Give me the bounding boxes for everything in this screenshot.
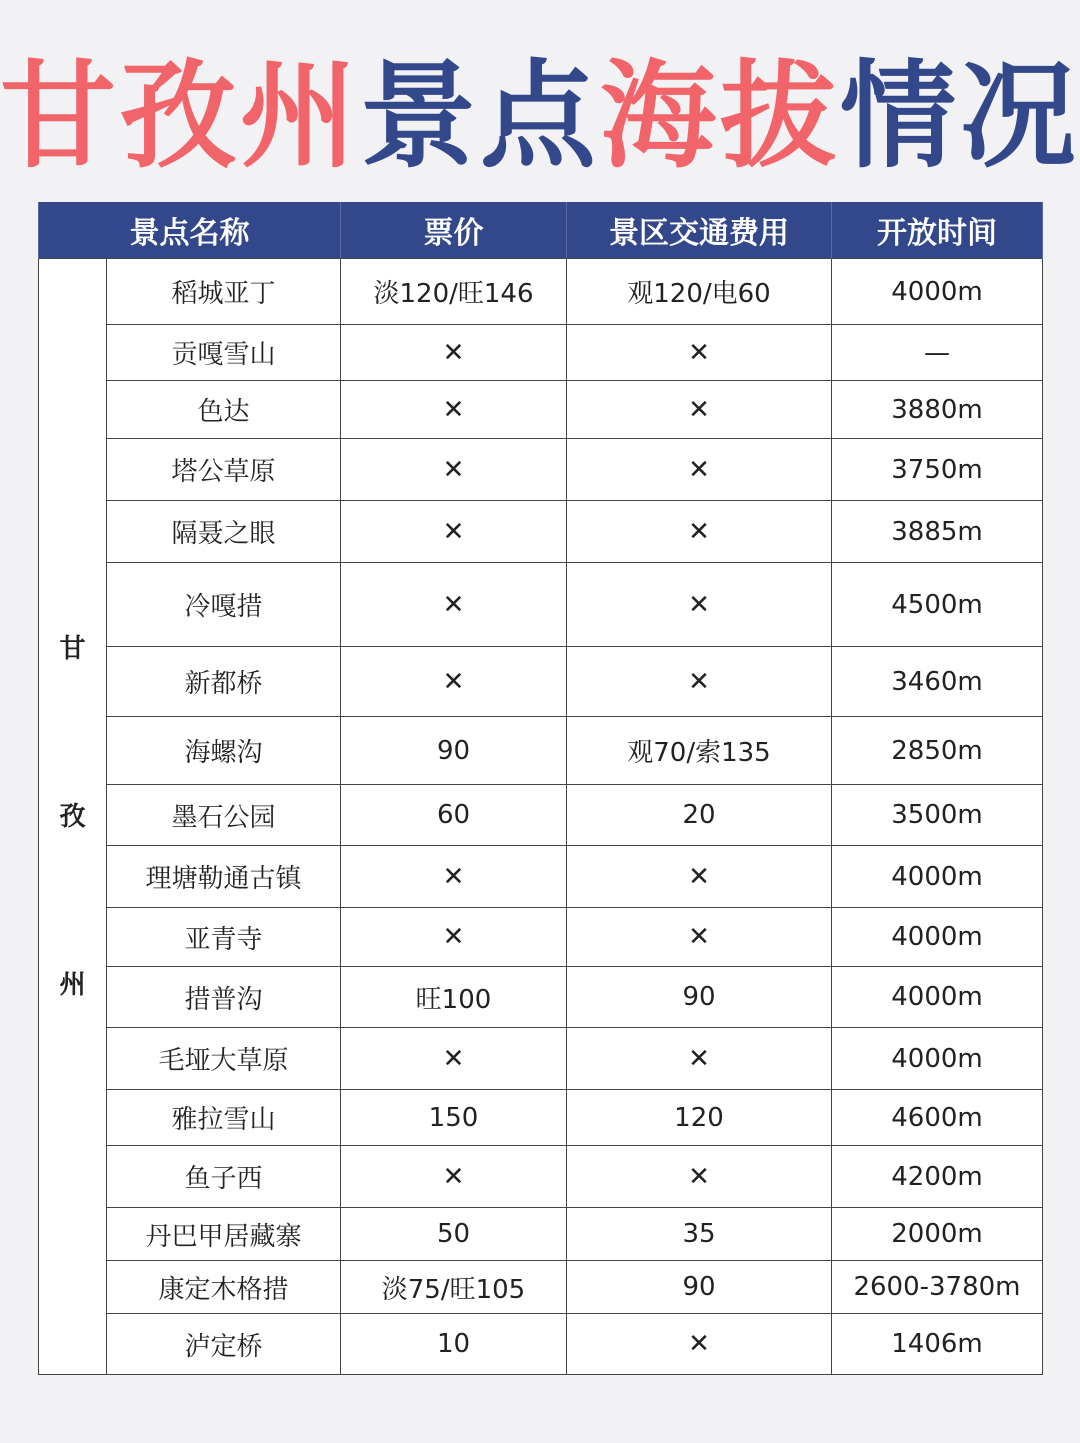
transport-cell-cross-icon: ✕ — [567, 381, 832, 439]
spot-name-cell: 贡嘎雪山 — [107, 325, 341, 381]
altitude-cell: 4500m — [832, 563, 1043, 647]
spot-name-cell: 康定木格措 — [107, 1261, 341, 1314]
spot-name-cell: 稻城亚丁 — [107, 259, 341, 325]
altitude-cell: 4000m — [832, 846, 1043, 908]
table-row — [39, 846, 1043, 908]
region-label — [39, 259, 107, 1375]
altitude-cell: 2000m — [832, 1208, 1043, 1261]
altitude-cell: 3885m — [832, 501, 1043, 563]
header-ticket-price: 票价 — [341, 202, 567, 259]
table-row — [39, 785, 1043, 846]
ticket-cell-cross-icon: ✕ — [341, 647, 567, 717]
altitude-cell: 4000m — [832, 967, 1043, 1028]
ticket-cell: 旺100 — [341, 967, 567, 1028]
spot-name-cell: 色达 — [107, 381, 341, 439]
table-header-row — [39, 202, 1043, 259]
spot-name-cell: 鱼子西 — [107, 1146, 341, 1208]
table-row — [39, 1090, 1043, 1146]
ticket-cell: 90 — [341, 717, 567, 785]
altitude-cell: 4600m — [832, 1090, 1043, 1146]
region-char: 孜 — [59, 801, 86, 832]
transport-cell-cross-icon: ✕ — [567, 647, 832, 717]
ticket-cell-cross-icon: ✕ — [341, 501, 567, 563]
altitude-cell: 2600-3780m — [832, 1261, 1043, 1314]
spot-name-cell: 泸定桥 — [107, 1314, 341, 1375]
ticket-cell: 淡120/旺146 — [341, 259, 567, 325]
ticket-cell-cross-icon: ✕ — [341, 1028, 567, 1090]
table-body — [39, 259, 1043, 1375]
transport-cell-cross-icon: ✕ — [567, 563, 832, 647]
spot-name-cell: 丹巴甲居藏寨 — [107, 1208, 341, 1261]
header-spot-name: 景点名称 — [39, 202, 341, 259]
transport-cell: 20 — [567, 785, 832, 846]
altitude-cell: 4000m — [832, 1028, 1043, 1090]
table-row — [39, 1146, 1043, 1208]
ticket-cell-cross-icon: ✕ — [341, 563, 567, 647]
spot-name-cell: 毛垭大草原 — [107, 1028, 341, 1090]
transport-cell-cross-icon: ✕ — [567, 846, 832, 908]
transport-cell-cross-icon: ✕ — [567, 1028, 832, 1090]
spot-name-cell: 隔聂之眼 — [107, 501, 341, 563]
transport-cell-cross-icon: ✕ — [567, 908, 832, 967]
ticket-cell: 150 — [341, 1090, 567, 1146]
transport-cell: 90 — [567, 967, 832, 1028]
spot-name-cell: 措普沟 — [107, 967, 341, 1028]
table-row — [39, 563, 1043, 647]
altitude-cell: 3500m — [832, 785, 1043, 846]
transport-cell: 120 — [567, 1090, 832, 1146]
spot-name-cell: 墨石公园 — [107, 785, 341, 846]
table-row — [39, 501, 1043, 563]
spot-name-cell: 新都桥 — [107, 647, 341, 717]
altitude-cell: 2850m — [832, 717, 1043, 785]
altitude-cell: 1406m — [832, 1314, 1043, 1375]
altitude-table — [38, 202, 1043, 1375]
table-row — [39, 439, 1043, 501]
transport-cell: 35 — [567, 1208, 832, 1261]
transport-cell-cross-icon: ✕ — [567, 1314, 832, 1375]
header-transport-fee: 景区交通费用 — [567, 202, 832, 259]
ticket-cell: 10 — [341, 1314, 567, 1375]
spot-name-cell: 雅拉雪山 — [107, 1090, 341, 1146]
transport-cell: 90 — [567, 1261, 832, 1314]
ticket-cell-cross-icon: ✕ — [341, 846, 567, 908]
ticket-cell-cross-icon: ✕ — [341, 439, 567, 501]
title-part-2: 景点 — [360, 49, 600, 184]
altitude-cell: 4200m — [832, 1146, 1043, 1208]
ticket-cell: 50 — [341, 1208, 567, 1261]
page-title — [0, 49, 1080, 184]
table-row — [39, 908, 1043, 967]
ticket-cell-cross-icon: ✕ — [341, 908, 567, 967]
ticket-cell-cross-icon: ✕ — [341, 325, 567, 381]
header-open-time: 开放时间 — [832, 202, 1043, 259]
table-row — [39, 259, 1043, 325]
spot-name-cell: 塔公草原 — [107, 439, 341, 501]
spot-name-cell: 理塘勒通古镇 — [107, 846, 341, 908]
ticket-cell-cross-icon: ✕ — [341, 1146, 567, 1208]
ticket-cell: 淡75/旺105 — [341, 1261, 567, 1314]
spot-name-cell: 冷嘎措 — [107, 563, 341, 647]
transport-cell-cross-icon: ✕ — [567, 501, 832, 563]
transport-cell: 观120/电60 — [567, 259, 832, 325]
table-row — [39, 1261, 1043, 1314]
altitude-cell: 3880m — [832, 381, 1043, 439]
table-row — [39, 647, 1043, 717]
altitude-cell: 4000m — [832, 259, 1043, 325]
table-row — [39, 1208, 1043, 1261]
table-row — [39, 325, 1043, 381]
transport-cell-cross-icon: ✕ — [567, 325, 832, 381]
title-part-4: 情况 — [840, 49, 1080, 184]
table-row — [39, 717, 1043, 785]
altitude-cell: 3460m — [832, 647, 1043, 717]
table-row — [39, 1028, 1043, 1090]
transport-cell-cross-icon: ✕ — [567, 439, 832, 501]
region-char: 甘 — [59, 633, 86, 664]
altitude-cell: — — [832, 325, 1043, 381]
table-row — [39, 967, 1043, 1028]
altitude-cell: 4000m — [832, 908, 1043, 967]
ticket-cell-cross-icon: ✕ — [341, 381, 567, 439]
spot-name-cell: 海螺沟 — [107, 717, 341, 785]
region-char: 州 — [59, 969, 86, 1000]
title-part-3: 海拔 — [600, 49, 840, 184]
transport-cell: 观70/索135 — [567, 717, 832, 785]
altitude-cell: 3750m — [832, 439, 1043, 501]
title-part-1: 甘孜州 — [0, 49, 360, 184]
table-row — [39, 381, 1043, 439]
transport-cell-cross-icon: ✕ — [567, 1146, 832, 1208]
ticket-cell: 60 — [341, 785, 567, 846]
table-row — [39, 1314, 1043, 1375]
spot-name-cell: 亚青寺 — [107, 908, 341, 967]
